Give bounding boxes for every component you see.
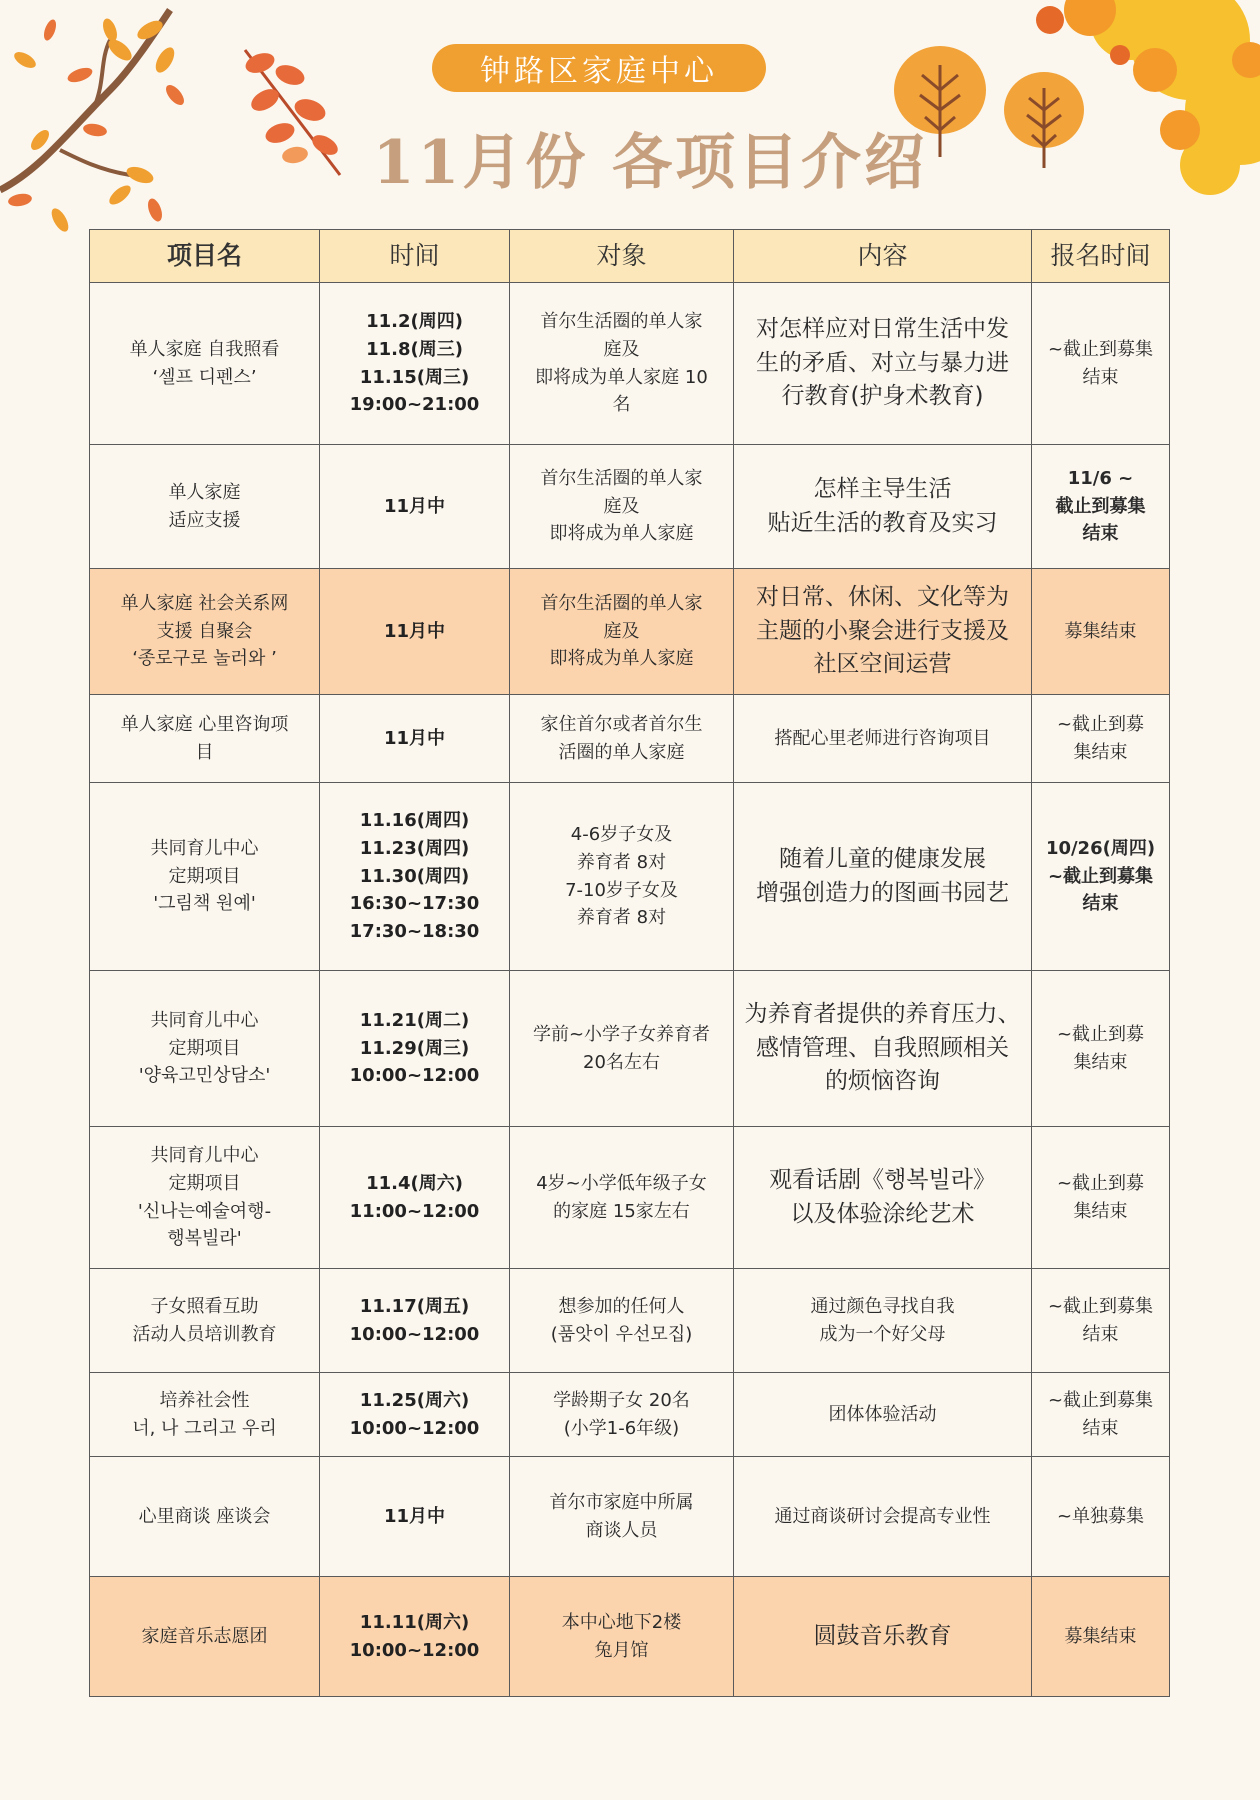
table-row (90, 569, 1170, 695)
cell-content-line: 贴近生活的教育及实习 (767, 509, 998, 536)
cell-signup (1032, 569, 1170, 695)
cell-content-line: 搭配心里老师进行咨询项目 (774, 727, 991, 749)
cell-signup (1032, 1457, 1170, 1577)
cell-target-line: 名 (612, 394, 631, 416)
cell-time-line: 11.11(周六) (359, 1611, 470, 1633)
cell-target-line: 4-6岁子女及 (570, 823, 673, 845)
table-body (90, 283, 1170, 1697)
cell-signup-line: 集结束 (1073, 1200, 1128, 1222)
column-header-name: 项目名 (90, 230, 320, 283)
cell-content-line: 增强创造力的图画书园艺 (756, 879, 1009, 906)
cell-content (734, 1373, 1032, 1457)
cell-content (734, 971, 1032, 1127)
cell-time-line: 11月中 (383, 1505, 446, 1527)
cell-time-line: 17:30~18:30 (349, 921, 480, 943)
cell-time-line: 19:00~21:00 (349, 394, 480, 416)
cell-target-line: 庭及 (603, 495, 640, 517)
org-name-badge: 钟路区家庭中心 (432, 44, 766, 92)
cell-content-line: 怎样主导生活 (813, 476, 952, 503)
cell-target (510, 1269, 734, 1373)
cell-signup-line: 募集结束 (1064, 1625, 1137, 1647)
cell-name-line: '신나는예술여행- (137, 1200, 272, 1222)
cell-name (90, 1269, 320, 1373)
cell-signup-line: 10/26(周四) (1045, 837, 1156, 859)
cell-time (320, 1577, 510, 1697)
cell-content (734, 283, 1032, 445)
cell-signup (1032, 1577, 1170, 1697)
cell-target-line: (小学1-6年级) (563, 1417, 680, 1439)
cell-signup-line: 募集结束 (1064, 620, 1137, 642)
cell-name (90, 1457, 320, 1577)
cell-time-line: 10:00~12:00 (349, 1639, 480, 1661)
cell-signup-line: 结束 (1082, 1417, 1119, 1439)
cell-signup-line: ~截止到募集 (1047, 865, 1154, 887)
cell-target-line: 首尔生活圈的单人家 (540, 310, 703, 332)
cell-name-line: 행복빌라' (167, 1228, 242, 1250)
cell-name-line: 适应支援 (168, 509, 241, 531)
cell-signup-line: ~截止到募 (1056, 1023, 1145, 1045)
cell-target-line: (품앗이 우선모집) (550, 1323, 693, 1345)
cell-content-line: 圆鼓音乐教育 (813, 1622, 952, 1649)
column-header-signup: 报名时间 (1032, 230, 1170, 283)
cell-target-line: 即将成为单人家庭 (549, 523, 694, 545)
cell-signup (1032, 695, 1170, 783)
cell-time (320, 569, 510, 695)
cell-time-line: 11.29(周三) (359, 1037, 470, 1059)
cell-name-line: 心里商谈 座谈会 (138, 1505, 271, 1527)
cell-name-line: 单人家庭 自我照看 (129, 338, 280, 360)
cell-name-line: '그림책 원예' (153, 893, 256, 915)
cell-target-line: 首尔生活圈的单人家 (540, 592, 703, 614)
cell-time (320, 1269, 510, 1373)
cell-target-line: 学前~小学子女养育者 (532, 1023, 711, 1045)
table-row (90, 1269, 1170, 1373)
table-row (90, 445, 1170, 569)
cell-name-line: 单人家庭 社会关系网 (120, 592, 289, 614)
cell-target-line: 想参加的任何人 (558, 1295, 685, 1317)
cell-target (510, 283, 734, 445)
cell-name (90, 783, 320, 971)
cell-target-line: 首尔生活圈的单人家 (540, 467, 703, 489)
cell-time (320, 283, 510, 445)
cell-content-line: 通过商谈研讨会提高专业性 (774, 1505, 991, 1527)
cell-name-line: 活动人员培训教育 (132, 1323, 277, 1345)
cell-target (510, 971, 734, 1127)
cell-name (90, 1577, 320, 1697)
cell-name-line: 单人家庭 心里咨询项 (120, 713, 289, 735)
cell-content (734, 1577, 1032, 1697)
cell-target-line: 4岁~小学低年级子女 (536, 1172, 707, 1194)
cell-signup (1032, 1127, 1170, 1269)
cell-name-line: 子女照看互助 (150, 1295, 259, 1317)
page-title: 11月份 各项目介绍 (372, 128, 928, 198)
cell-signup-line: 截止到募集 (1055, 495, 1146, 517)
cell-time-line: 11月中 (383, 620, 446, 642)
cell-time-line: 11.17(周五) (359, 1295, 470, 1317)
cell-target-line: 即将成为单人家庭 (549, 648, 694, 670)
cell-signup-line: 集结束 (1073, 1051, 1128, 1073)
cell-content (734, 783, 1032, 971)
cell-time-line: 11:00~12:00 (349, 1200, 480, 1222)
cell-target-line: 7-10岁子女及 (565, 879, 678, 901)
cell-content-line: 对日常、休闲、文化等为 (756, 584, 1009, 611)
cell-signup-line: ~截止到募 (1056, 713, 1145, 735)
cell-time-line: 16:30~17:30 (349, 893, 480, 915)
cell-target (510, 1457, 734, 1577)
cell-content-line: 行教育(护身术教育) (781, 383, 984, 410)
cell-content (734, 1269, 1032, 1373)
cell-target (510, 445, 734, 569)
cell-name-line: ‘종로구로 놀러와 ’ (132, 648, 277, 670)
autumn-foliage-illustration-right (940, 0, 1260, 200)
cell-target (510, 695, 734, 783)
column-header-time: 时间 (320, 230, 510, 283)
cell-target-line: 养育者 8对 (576, 851, 667, 873)
cell-content (734, 1127, 1032, 1269)
cell-signup (1032, 445, 1170, 569)
cell-signup (1032, 1373, 1170, 1457)
cell-name-line: 培养社会性 (159, 1389, 250, 1411)
cell-content-line: 对怎样应对日常生活中发 (756, 316, 1009, 343)
cell-name (90, 283, 320, 445)
cell-time-line: 11月中 (383, 727, 446, 749)
cell-content-line: 主题的小聚会进行支援及 (756, 617, 1009, 644)
cell-content-line: 观看话剧《행복빌라》 (769, 1167, 996, 1194)
cell-signup-line: ~截止到募集 (1047, 1295, 1154, 1317)
cell-name (90, 1127, 320, 1269)
table-row (90, 1373, 1170, 1457)
cell-signup-line: 结束 (1082, 523, 1119, 545)
column-header-content: 内容 (734, 230, 1032, 283)
cell-time (320, 971, 510, 1127)
cell-time-line: 10:00~12:00 (349, 1417, 480, 1439)
cell-signup (1032, 783, 1170, 971)
cell-target-line: 养育者 8对 (576, 907, 667, 929)
table-row (90, 971, 1170, 1127)
cell-target (510, 1373, 734, 1457)
table-row (90, 1457, 1170, 1577)
cell-name-line: '양육고민상담소' (138, 1065, 271, 1087)
cell-name (90, 569, 320, 695)
program-table (89, 229, 1170, 1697)
cell-name (90, 695, 320, 783)
cell-target-line: 即将成为单人家庭 10 (535, 366, 708, 388)
cell-target-line: 学龄期子女 20名 (553, 1389, 690, 1411)
column-header-target: 对象 (510, 230, 734, 283)
cell-time-line: 11.25(周六) (359, 1389, 470, 1411)
cell-content-line: 团体体验活动 (828, 1403, 937, 1425)
cell-target-line: 庭及 (603, 338, 640, 360)
cell-content-line: 社区空间运营 (813, 651, 952, 678)
cell-target-line: 兔月馆 (594, 1639, 649, 1661)
cell-content-line: 随着儿童的健康发展 (779, 846, 986, 873)
cell-name (90, 1373, 320, 1457)
cell-target (510, 1577, 734, 1697)
cell-content (734, 1457, 1032, 1577)
cell-time-line: 11.23(周四) (359, 837, 470, 859)
cell-time-line: 11.30(周四) (359, 865, 470, 887)
autumn-branch-illustration-left (0, 0, 190, 250)
cell-time-line: 11.4(周六) (366, 1172, 463, 1194)
cell-name-line: 너, 나 그리고 우리 (132, 1417, 277, 1439)
cell-time-line: 11月中 (383, 495, 446, 517)
cell-content (734, 569, 1032, 695)
cell-content-line: 成为一个好父母 (819, 1323, 946, 1345)
cell-name-line: 共同育儿中心 (150, 1009, 259, 1031)
cell-target-line: 20名左右 (583, 1051, 660, 1073)
table-row (90, 695, 1170, 783)
cell-time-line: 10:00~12:00 (349, 1323, 480, 1345)
leaf-sprig-illustration (235, 45, 350, 180)
cell-time (320, 1127, 510, 1269)
cell-target-line: 庭及 (603, 620, 640, 642)
cell-target (510, 569, 734, 695)
table-row (90, 1127, 1170, 1269)
cell-name-line: ‘셀프 디펜스’ (152, 366, 257, 388)
cell-content-line: 的烦恼咨询 (825, 1068, 940, 1095)
cell-signup-line: ~截止到募 (1056, 1172, 1145, 1194)
cell-content-line: 以及体验涂纶艺术 (790, 1200, 975, 1227)
cell-content (734, 695, 1032, 783)
cell-time (320, 445, 510, 569)
cell-target-line: 家住首尔或者首尔生 (540, 713, 703, 735)
cell-signup-line: ~单独募集 (1056, 1505, 1145, 1527)
table-row (90, 1577, 1170, 1697)
table-row (90, 783, 1170, 971)
cell-time-line: 11.8(周三) (366, 338, 463, 360)
cell-target (510, 1127, 734, 1269)
cell-signup-line: ~截止到募集 (1047, 1389, 1154, 1411)
table-header-row (90, 230, 1170, 283)
cell-content-line: 为养育者提供的养育压力、 (744, 1001, 1021, 1028)
cell-content-line: 通过颜色寻找自我 (810, 1295, 955, 1317)
cell-signup (1032, 1269, 1170, 1373)
cell-name-line: 目 (195, 741, 214, 763)
cell-time-line: 11.21(周二) (359, 1009, 470, 1031)
cell-time-line: 11.15(周三) (359, 366, 470, 388)
cell-target-line: 商谈人员 (585, 1519, 658, 1541)
cell-target-line: 活圈的单人家庭 (558, 741, 685, 763)
cell-name (90, 445, 320, 569)
cell-target-line: 首尔市家庭中所属 (549, 1491, 694, 1513)
cell-name-line: 单人家庭 (168, 481, 241, 503)
cell-target-line: 本中心地下2楼 (561, 1611, 682, 1633)
cell-signup-line: 结束 (1082, 1323, 1119, 1345)
cell-signup-line: ~截止到募集 (1047, 338, 1154, 360)
cell-content-line: 感情管理、自我照顾相关 (756, 1034, 1009, 1061)
cell-time (320, 695, 510, 783)
cell-signup-line: 集结束 (1073, 741, 1128, 763)
cell-content (734, 445, 1032, 569)
cell-name-line: 定期项目 (168, 1037, 241, 1059)
cell-name-line: 家庭音乐志愿团 (141, 1625, 268, 1647)
cell-name (90, 971, 320, 1127)
cell-content-line: 生的矛盾、对立与暴力进 (756, 349, 1009, 376)
cell-time (320, 783, 510, 971)
cell-time (320, 1373, 510, 1457)
cell-name-line: 定期项目 (168, 1172, 241, 1194)
cell-time (320, 1457, 510, 1577)
cell-signup-line: 11/6 ~ (1067, 467, 1134, 489)
cell-signup (1032, 283, 1170, 445)
cell-name-line: 共同育儿中心 (150, 1144, 259, 1166)
cell-time-line: 11.2(周四) (366, 310, 463, 332)
cell-target (510, 783, 734, 971)
cell-target-line: 的家庭 15家左右 (553, 1200, 690, 1222)
cell-name-line: 共同育儿中心 (150, 837, 259, 859)
table-row (90, 283, 1170, 445)
cell-name-line: 定期项目 (168, 865, 241, 887)
cell-signup (1032, 971, 1170, 1127)
cell-time-line: 11.16(周四) (359, 809, 470, 831)
cell-name-line: 支援 自聚会 (156, 620, 253, 642)
cell-signup-line: 结束 (1082, 893, 1119, 915)
cell-time-line: 10:00~12:00 (349, 1065, 480, 1087)
cell-signup-line: 结束 (1082, 366, 1119, 388)
